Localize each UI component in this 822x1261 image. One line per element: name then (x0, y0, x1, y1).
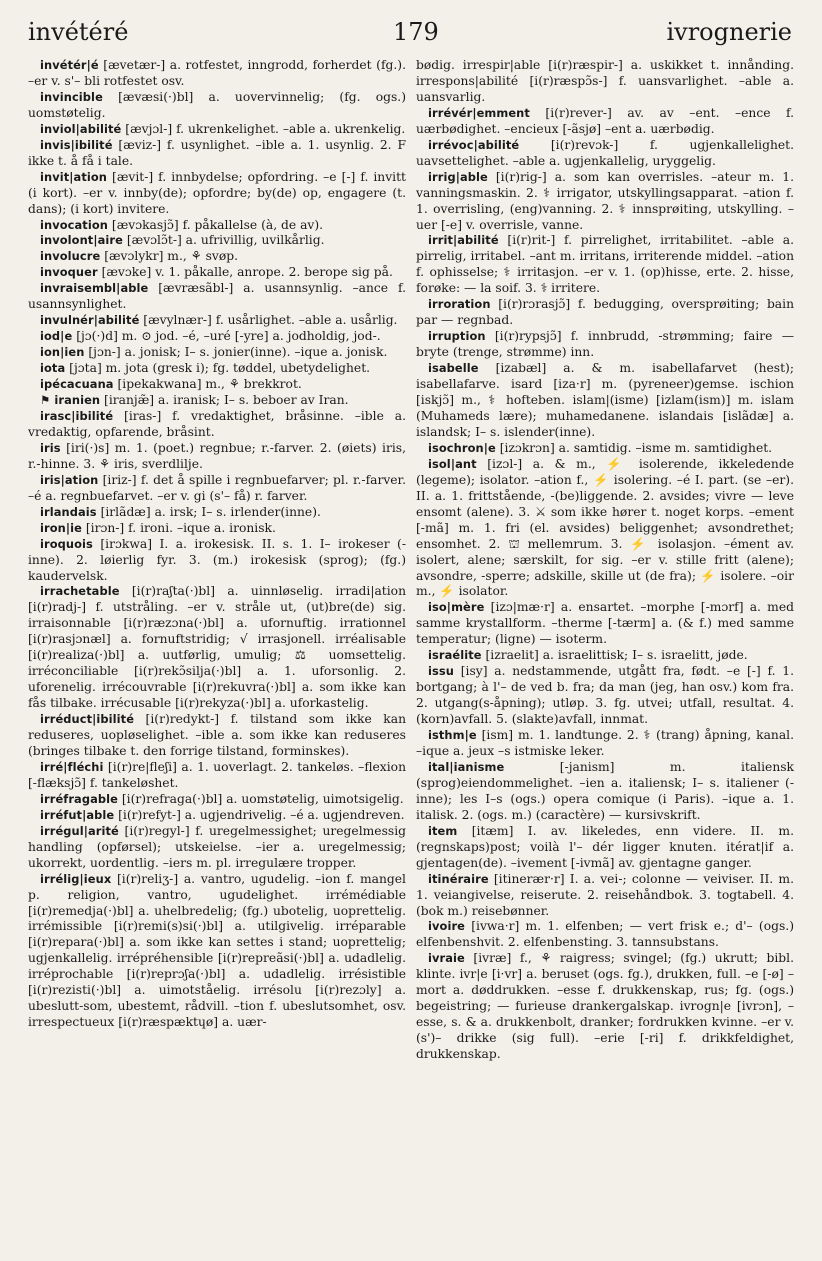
entry-headword: invit|ation (40, 169, 108, 184)
entry-definition: [isy] a. nedstammende, utgått fra, født. –e [-] f. 1. bortgang; à l'– de ved b. fra; da man (jeg, han osv.) kom fra. 2. utgang(s-åpning); utløp. 3. fg. utvei; utfall, resultat. 4. (korn)avfall. 5. (slakte)avfall, innmat. (416, 664, 794, 727)
dictionary-entry (28, 377, 406, 393)
entry-headword: irruption (428, 329, 486, 344)
dictionary-entry (28, 473, 406, 505)
dictionary-entry (416, 58, 794, 106)
entry-headword: item (428, 823, 458, 838)
entry-headword: ivoire (428, 919, 466, 934)
entry-headword: isochron|e (428, 440, 496, 455)
entry-definition: [ævɔlɔ̃t-] a. ufrivillig, uvilkårlig. (122, 233, 325, 248)
entry-definition: [jɔn-] a. jonisk; I– s. jonier(inne). –ique a. jonisk. (84, 345, 388, 360)
dictionary-entry (416, 297, 794, 329)
entry-headword: irrévér|emment (428, 105, 530, 120)
dictionary-entry (28, 233, 406, 249)
entry-definition: [izɔ|mæ·r] a. ensartet. –morphe [-mɔrf] a. med samme krystallform. –therme [-tærm] a. (& f.) med samme temperatur; (ligne) — isoterm. (416, 600, 794, 647)
entry-definition: [ævit-] f. innbydelse; opfordring. –e [-] f. invitt (i kort). –er v. innby(de); opfordre; by(de) op, engagere (t. dans); (i kort) invitere. (28, 169, 406, 216)
entry-definition: [izraelit] a. israelittisk; I– s. israelitt, jøde. (481, 648, 748, 663)
entry-headword: irrévoc|abilité (428, 137, 520, 152)
entry-headword: irréfut|able (40, 807, 115, 822)
entry-headword: ivraie (428, 951, 465, 966)
dictionary-entry (28, 824, 406, 872)
entry-definition: [i(r)revɔk-] f. ugjenkallelighet. uavsettelighet. –able a. ugjenkallelig, uryggelig. (416, 137, 794, 168)
entry-headword: ⚑ iranien (40, 393, 101, 408)
entry-headword: irré|fléchi (40, 759, 104, 774)
entry-definition: [jɔ(·)d] m. ⊙ jod. –é, –uré [-yre] a. jodholdig, jod-. (72, 329, 381, 344)
dictionary-entry (416, 170, 794, 234)
entry-definition: [æviz-] f. usynlighet. –ible a. 1. usynlig. 2. F ikke t. å få i tale. (28, 137, 406, 168)
entry-headword: involucre (40, 249, 101, 264)
dictionary-entry (416, 106, 794, 138)
left-column (28, 58, 406, 1248)
entry-definition: [i(r)rever-] av. av –ent. –ence f. uærbødighet. –encieux [-ãsjø] –ent a. uærbødig. (416, 105, 794, 136)
entry-definition: [i(r)re|fleʃi] a. 1. uoverlagt. 2. tankeløs. –flexion [-flæksjɔ̃] f. tankeløshet. (28, 759, 406, 790)
entry-definition: [-janism] m. italiensk (sprog)eiendommelighet. –ien a. italiensk; I– s. italiener (-inne); les I–s (ogs.) opera comique (i Paris). –ique a. 1. italisk. 2. (ogs. m.) (caractère) — kursivskrift. (416, 759, 794, 822)
dictionary-entry (416, 951, 794, 1063)
entry-definition: [jɔta] m. jota (gresk i); fg. tøddel, ubetydelighet. (65, 361, 371, 376)
entry-definition: [ipekakwana] m., ⚘ brekkrot. (113, 377, 302, 392)
entry-definition: [ævæsi(·)bl] a. uovervinnelig; (fg. ogs.) uomstøtelig. (28, 89, 406, 120)
entry-headword: invraisembl|able (40, 281, 149, 296)
entry-headword: invincible (40, 89, 103, 104)
dictionary-entry (28, 792, 406, 808)
entry-definition: [i(r)refraga(·)bl] a. uomstøtelig, uimotsigelig. (117, 791, 404, 806)
dictionary-entry (416, 919, 794, 951)
dictionary-entry (28, 218, 406, 234)
entry-definition: [irɔkwa] I. a. irokesisk. II. s. 1. I– irokeser (-inne). 2. løierlig fyr. 3. (m.) irokesisk (sprog); (fg.) kaudervelsk. (28, 536, 406, 583)
entry-headword: ion|ien (40, 345, 85, 360)
dictionary-entry (28, 313, 406, 329)
dictionary-entry (28, 345, 406, 361)
dictionary-entry (28, 329, 406, 345)
entry-headword: irlandais (40, 504, 97, 519)
entry-definition: [ævɔlykr] m., ⚘ svøp. (100, 249, 239, 264)
entry-definition: [ævɔke] v. 1. påkalle, anrope. 2. berope sig på. (97, 265, 393, 280)
dictionary-entry (416, 760, 794, 824)
entry-definition: [ivræ] f., ⚘ raigress; svingel; (fg.) ukrutt; bibl. klinte. ivr|e [i·vr] a. beruset (ogs. fg.), drukken, full. –e [-ø] –mort a. døddrukken. –esse f. drukkenskap, rus; fg. (ogs.) begeistring; — furieuse drankergalskap. ivrogn|e [ivrɔn], –esse, s. & a. drukkenbolt, dranker; fordrukken kvinne. –er v. (s')– drikke (sig full). –erie [-ri] f. drikkfeldighet, drukkenskap. (416, 951, 794, 1062)
dictionary-entry (416, 233, 794, 297)
entry-headword: irrit|abilité (428, 233, 499, 248)
entry-definition: [ævɔkasjɔ̃] f. påkallelse (à, de av). (108, 217, 324, 232)
entry-definition: [izɔkrɔn] a. samtidig. –isme m. samtidighet. (495, 440, 773, 455)
entry-headword: itinéraire (428, 871, 489, 886)
entry-definition: [i(r)raʃta(·)bl] a. uinnløselig. irradi|ation [i(r)radj-] f. utstråling. –er v. stråle ut, (ut)bre(de) sig. irraisonnable [i(r)ræzɔna(·)bl] a. ufornuftig. irrationnel [i(r)rasjɔnæl] a. fornuftstridig; √ irrasjonell. irréalisable [i(r)realiza(·)bl] a. uutførlig, umulig; ⚖ uomsettelig. irréconciliable [i(r)rekɔ̃silja(·)bl] a. 1. uforsonlig. 2. uforenelig. irrécouvrable [i(r)rekuvra(·)bl] a. som ikke kan fås tilbake. irrécusable [i(r)rekyza(·)bl] a. uforkastelig. (28, 584, 406, 711)
entry-headword: iron|ie (40, 520, 82, 535)
entry-definition: [iranjæ̃] a. iranisk; I– s. beboer av Iran. (100, 393, 349, 408)
dictionary-entry (28, 393, 406, 409)
entry-headword: isabelle (428, 361, 479, 376)
dictionary-entry (28, 249, 406, 265)
entry-definition: [irɔn-] f. ironi. –ique a. ironisk. (81, 520, 276, 535)
dictionary-entry (416, 329, 794, 361)
dictionary-entry (28, 760, 406, 792)
entry-headword: invoquer (40, 265, 98, 280)
entry-headword: iso|mère (428, 600, 485, 615)
dictionary-entry (28, 505, 406, 521)
entry-definition: [iras-] f. vredaktighet, bråsinne. –ible a. vredaktig, opfarende, bråsint. (28, 408, 406, 439)
dictionary-entry (28, 537, 406, 585)
entry-headword: iris|ation (40, 472, 99, 487)
entry-definition: [i(r)rɔrasjɔ̃] f. bedugging, oversprøiting; bain par — regnbad. (416, 297, 794, 328)
entry-headword: inviol|abilité (40, 121, 122, 136)
entry-definition: [ævræsãbl-] a. usannsynlig. –ance f. usannsynlighet. (28, 281, 406, 312)
entry-headword: iota (40, 361, 66, 376)
page-header (28, 18, 792, 50)
entry-definition: [i(r)rypsjɔ̃] f. innbrudd, -strømming; faire — bryte (trenge, strømme) inn. (416, 329, 794, 360)
entry-headword: ipécacuana (40, 377, 114, 392)
dictionary-entry (416, 457, 794, 601)
entry-headword: iroquois (40, 536, 93, 551)
entry-definition: [i(r)regyl-] f. uregelmessighet; uregelmessig handling (opførsel); utskeielse. –ier a. uregelmessig; ukorrekt, uordentlig. –iers m. pl. irregulære tropper. (28, 823, 406, 870)
dictionary-entry (28, 58, 406, 90)
dictionary-entry (416, 361, 794, 441)
entry-definition: [i(r)rit-] f. pirrelighet, irritabilitet. –able a. pirrelig, irritabel. –ant m. irritans, irriterende middel. –ation f. ophisselse; ⚕ irritasjon. –er v. 1. (op)hisse, erte. 2. hisse, forøke: — la soif. 3. ⚕ irritere. (416, 233, 794, 296)
dictionary-entry (28, 90, 406, 122)
dictionary-entry (416, 664, 794, 728)
entry-headword: irroration (428, 297, 491, 312)
dictionary-entry (28, 138, 406, 170)
entry-headword: irrig|able (428, 169, 488, 184)
entry-definition: [izɔl-] a. & m., ⚡ isolerende, ikkeledende (legeme); isolator. –ation f., ⚡ isolering. –é I. part. (se –er). II. a. 1. frittstående, -(be)liggende. 2. avsides; vivre — leve ensomt (alene). 3. ⚔ som ikke hører t. noget korps. –ement [-mã] m. 1. fri (el. avsides) beliggenhet; avsondrethet; ensomhet. 2. ⛫ mellemrum. 3. ⚡ isolasjon. –ément av. isolert, alene; særskilt, for sig. –er v. stille fritt (alene); avsondre, -sperre; adskille, skille ut (de fra); ⚡ isolere. –oir m., ⚡ isolator. (416, 456, 794, 599)
dictionary-entry (28, 521, 406, 537)
dictionary-entry (416, 728, 794, 760)
entry-definition: [izabæl] a. & m. isabellafarvet (hest); isabellafarve. isard [iza·r] m. (pyreneer)gemse. ischion [iskjɔ̃] m., ⚕ hofteben. islam|(isme) [izlam(ism)] m. islam (Muhameds lære); muhamedanene. islandais [islãdæ] a. islandsk; I– s. islender(inne). (416, 361, 794, 439)
entry-headword: irréfragable (40, 791, 118, 806)
entry-headword: isol|ant (428, 456, 477, 471)
entry-headword: irrachetable (40, 584, 120, 599)
right-column (416, 58, 794, 1248)
entry-definition: [itæm] I. av. likeledes, enn videre. II. m. (regnskaps)post; voilà l'– dér ligger knuten. itérat|if a. gjentagen(de). –ivement [-ivmã] av. gjentagne ganger. (416, 823, 794, 870)
dictionary-entry (28, 265, 406, 281)
entry-definition: [irlãdæ] a. irsk; I– s. irlender(inne). (96, 504, 321, 519)
dictionary-entry (28, 872, 406, 1032)
entry-definition: [i(r)refyt-] a. ugjendrivelig. –é a. ugjendreven. (114, 807, 405, 822)
entry-definition: [ivwa·r] m. 1. elfenben; — vert frisk e.; d'– (ogs.) elfenbenshvit. 2. elfenbensting. 3. tannsubstans. (416, 919, 794, 950)
entry-headword: iris (40, 440, 61, 455)
entry-headword: irrélig|ieux (40, 871, 112, 886)
entry-headword: ital|ianisme (428, 759, 505, 774)
dictionary-entry (416, 648, 794, 664)
entry-headword: invis|ibilité (40, 137, 113, 152)
entry-headword: invocation (40, 217, 108, 232)
entry-definition: [i(r)rig-] a. som kan overrisles. –ateur m. 1. vanningsmaskin. 2. ⚕ irrigator, utskyllingsapparat. –ation f. 1. overrisling, (eng)vanning. 2. ⚕ innsprøiting, utskylling. –uer [-e] v. overrisle, vanne. (416, 169, 794, 232)
entry-definition: bødig. irrespir|able [i(r)ræspir-] a. uskikket t. innånding. irrespons|abilité [i(r)ræspɔ̃s-] f. uansvarlighet. –able a. uansvarlig. (416, 58, 794, 104)
entry-definition: [ism] m. 1. landtunge. 2. ⚕ (trang) åpning, kanal. –ique a. jeux –s istmiske leker. (416, 728, 794, 758)
dictionary-entry (416, 600, 794, 648)
entry-definition: [ævjɔl-] f. ukrenkelighet. –able a. ukrenkelig. (121, 121, 406, 136)
page-number: 179 (393, 18, 439, 46)
last-guide-word: ivrognerie (666, 18, 792, 46)
entry-headword: irasc|ibilité (40, 408, 114, 423)
dictionary-entry (416, 872, 794, 920)
entry-headword: isthm|e (428, 728, 477, 743)
dictionary-entry (28, 584, 406, 712)
dictionary-entry (416, 824, 794, 872)
entry-definition: [ævetær-] a. rotfestet, inngrodd, forherdet (fg.). –er v. s'– bli rotfestet osv. (28, 58, 406, 88)
entry-headword: invulnér|abilité (40, 313, 140, 328)
entry-definition: [iri(·)s] m. 1. (poet.) regnbue; r.-farver. 2. (øiets) iris, r.-hinne. 3. ⚘ iris, sverdlilje. (28, 440, 406, 471)
dictionary-entry (28, 409, 406, 441)
dictionary-entry (28, 712, 406, 760)
entry-definition: [itinerær·r] I. a. vei-; colonne — veiviser. II. m. 1. veiangivelse, reiserute. 2. reisehåndbok. 3. togtabell. 4. (bok m.) reisebønner. (416, 871, 794, 918)
entry-definition: [ævylnær-] f. usårlighet. –able a. usårlig. (139, 313, 398, 328)
dictionary-entry (28, 808, 406, 824)
dictionary-entry (416, 441, 794, 457)
entry-headword: invétér|é (40, 58, 99, 72)
entry-headword: iod|e (40, 329, 73, 344)
first-guide-word: invétéré (28, 18, 129, 46)
dictionary-entry (28, 361, 406, 377)
entry-definition: [i(r)reliʒ-] a. vantro, ugudelig. –ion f. mangel p. religion, vantro, ugudelighet. irrémédiable [i(r)remedja(·)bl] a. uhelbredelig; (fg.) ubotelig, uoprettelig. irrémissible [i(r)remi(s)si(·)bl] a. utilgivelig. irréparable [i(r)repara(·)bl] a. som ikke kan settes i stand; uoprettelig; ugjenkallelig. irrépréhensible [i(r)repreãsi(·)bl] a. udadlelig. irréprochable [i(r)reprɔʃa(·)bl] a. udadlelig. irrésistible [i(r)rezisti(·)bl] a. uimotståelig. irrésolu [i(r)rezɔly] a. ubeslutt-som, ubestemt, rådvill. –tion f. ubeslutsomhet, osv. irrespectueux [i(r)ræspæktɥø] a. uær- (28, 871, 406, 1030)
dictionary-entry (28, 122, 406, 138)
dictionary-entry (28, 441, 406, 473)
dictionary-entry (28, 170, 406, 218)
entry-headword: issu (428, 664, 454, 679)
entry-headword: israélite (428, 648, 482, 663)
dictionary-entry (28, 281, 406, 313)
entry-headword: involont|aire (40, 233, 123, 248)
entry-headword: irréduct|ibilité (40, 712, 135, 727)
dictionary-entry (416, 138, 794, 170)
entry-definition: [i(r)redykt-] f. tilstand som ikke kan reduseres, uopløselighet. –ible a. som ikke kan reduseres (bringes tilbake t. den forrige tilstand, forminskes). (28, 712, 406, 758)
entry-definition: [iriz-] f. det å spille i regnbuefarver; pl. r.-farver. –é a. regnbuefarvet. –er v. gi (s'– få) r. farver. (28, 472, 406, 503)
entry-headword: irrégul|arité (40, 823, 119, 838)
